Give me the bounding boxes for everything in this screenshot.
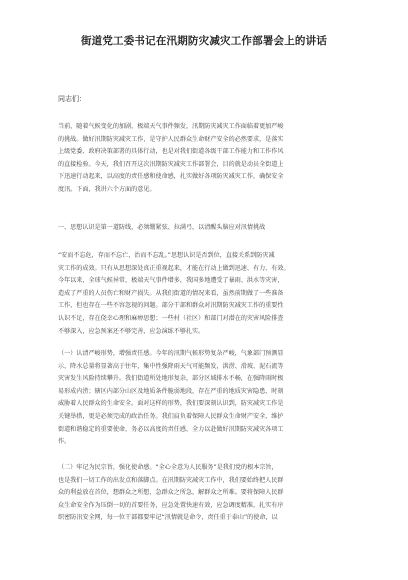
paragraph-responsibility [58, 348, 358, 449]
paragraph-line: 织密防汛安全网，每一位干部都要牢记“汛情就是命令，责任重于泰山”的使命，以 [58, 514, 278, 522]
paragraph-line: 灾害发生风险持续攀升。我们街道所处地形复杂，部分区域排水不畅，在强降雨时极 [58, 375, 284, 383]
paragraph-line: 示，降水总量将显著高于往年，集中性强降雨天气可能频发，洪涝、滑坡、泥石流等 [58, 362, 284, 370]
paragraph-line: 今年以来，全球气候异常，极端天气事件增多，我国多地遭受了暴雨、洪水等灾害， [58, 277, 284, 285]
paragraph-line: 的直接检验。今天，我们召开这次汛期防灾减灾工作部署会，目的就是动员全街道上 [58, 160, 284, 168]
paragraph-line: “安而不忘危，存而不忘亡，治而不忘乱。”思想认识是否到位，直接关系到防灾减 [58, 252, 275, 259]
paragraph-line: 上级党委、政府决策部署的具体行动，也是对我们街道各级干部工作能力和工作作风 [58, 148, 284, 156]
paragraph-line: 街道和谐稳定的重要使命，务必以高度的责任感，全力以赴做好汛期防灾减灾各项工 [58, 425, 284, 433]
paragraph-line: 当前，随着气候变化的加剧，极端天气事件频发，汛期防灾减灾工作面临着更加严峻 [58, 123, 284, 130]
paragraph-line: （二）牢记为民宗旨，强化使命感。“全心全意为人民服务”是我们党的根本宗旨， [58, 464, 278, 471]
paragraph-line: 灾工作的成效。只有从思想深处真正重视起来，才能在行动上做到迅速、有力、有效。 [58, 264, 290, 272]
paragraph-line: 也是我们一切工作的出发点和落脚点。在汛期防灾减灾工作中，我们要始终把人民群 [58, 476, 284, 484]
paragraph-line: 威胁着人民群众的生命安全。面对这样的形势，我们要深刻认识到，防灾减灾工作是 [58, 400, 284, 408]
paragraph-intro [58, 121, 358, 197]
paragraph-line: 下迅速行动起来，以高度的责任感和使命感，扎实做好各项防灾减灾工作，确保安全 [58, 173, 284, 181]
paragraph-line: 的挑战。做好汛期防灾减灾工作，是守护人民群众生命财产安全的必然要求，是落实 [58, 135, 284, 143]
paragraph-line: 众生命安全作为压倒一切的首要任务，应急处置快速有效，应急调度精准，扎实有序 [58, 501, 284, 509]
paragraph-line: 作。 [58, 438, 71, 446]
paragraph-line: 认识不足，存在侥幸心理和麻痹思想；一些村（社区）和部门对潜在的灾害风险排查 [58, 314, 284, 322]
paragraph-mission [58, 462, 358, 525]
paragraph-line: （一）认清严峻形势，增强责任感。今年的汛期气候形势复杂严峻，气象部门预测显 [58, 350, 284, 357]
paragraph-line: 造成了严重的人员伤亡和财产损失。从我们街道的情况来看，虽然前期做了一些准备 [58, 289, 284, 297]
paragraph-line: 关键举措，更是必须完成的政治任务。我们肩负着保障人民群众生命财产安全、维护 [58, 412, 284, 420]
paragraph-line: 易形成内涝；辖区内部分山区及地质条件脆弱地段，存在严重的地质灾害隐患，时刻 [58, 387, 284, 395]
document-title: 街道党工委书记在汛期防灾减灾工作部署会上的讲话 [80, 35, 328, 47]
paragraph-line: 不够深入，应急预案还不够完善，应急演练不够扎实。 [58, 327, 205, 335]
salutation: 同志们： [58, 95, 86, 103]
paragraph-line: 度汛。下面，我讲六个方面的意见。 [58, 185, 156, 193]
paragraph-line: 一、思想认识是第一道防线，必须绷紧弦、拉满弓，以清醒头脑应对汛情挑战 [58, 224, 266, 231]
paragraph-quote [58, 250, 358, 338]
paragraph-line: 众的利益放在首位，想群众之所想，急群众之所急，解群众之所难。要将保障人民群 [58, 489, 284, 497]
section-heading [58, 222, 358, 235]
paragraph-line: 工作，但也存在一些不容忽视的问题。部分干部和群众对汛期防灾减灾工作的重要性 [58, 302, 284, 310]
